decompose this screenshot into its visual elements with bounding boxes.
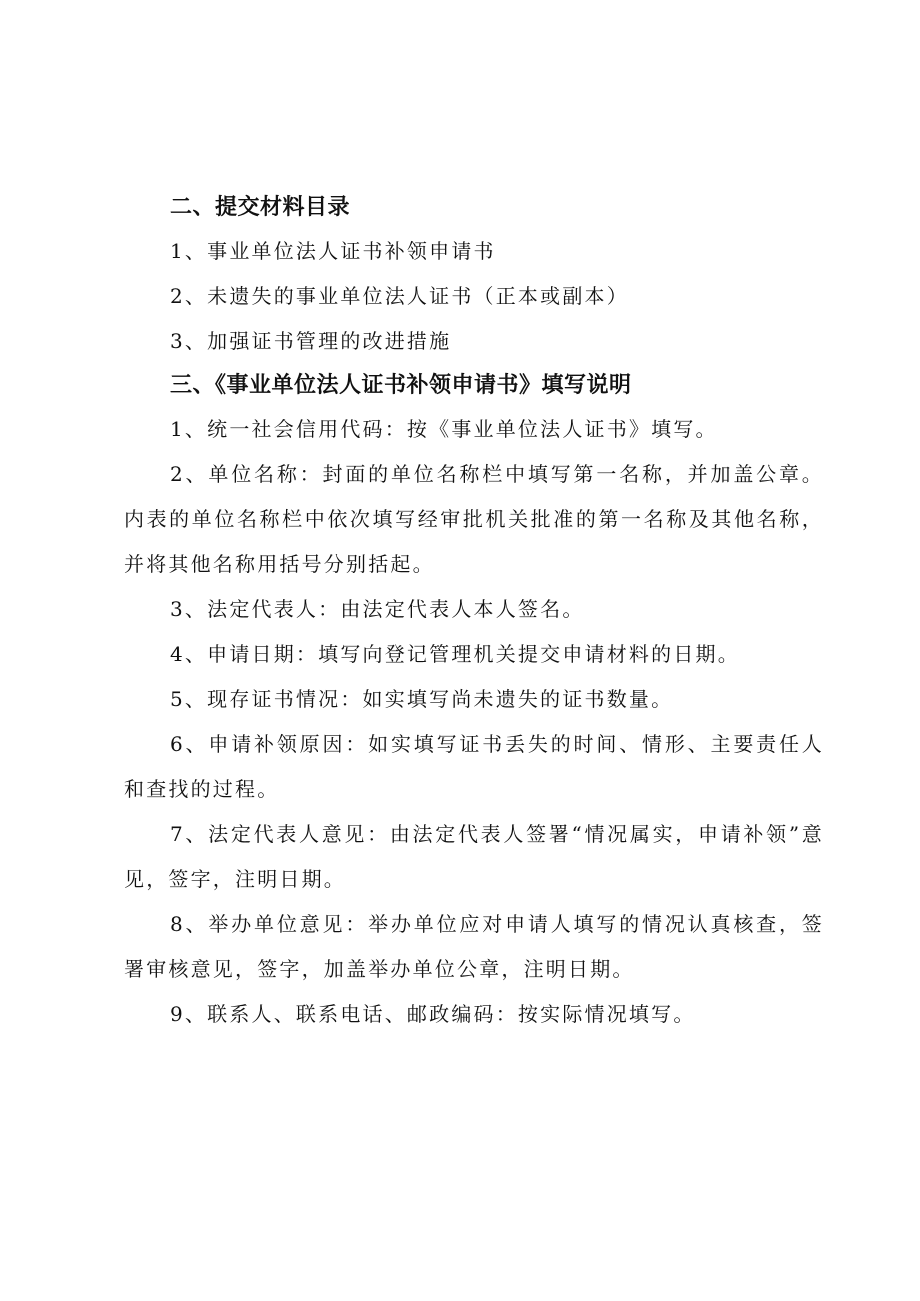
materials-list (124, 229, 824, 364)
materials-item-1: 1、事业单位法人证书补领申请书 (170, 239, 496, 263)
instruction-item-6: 6、申请补领原因：如实填写证书丢失的时间、情形、主要责任人和查找的过程。 (124, 732, 824, 801)
instruction-item-1: 1、统一社会信用代码：按《事业单位法人证书》填写。 (170, 417, 718, 441)
section-3-heading: 三、《事业单位法人证书补领申请书》填写说明 (170, 373, 632, 398)
instruction-item-9: 9、联系人、联系电话、邮政编码：按实际情况填写。 (170, 1002, 696, 1026)
instruction-item-3: 3、法定代表人：由法定代表人本人签名。 (170, 597, 585, 621)
instruction-item-7: 7、法定代表人意见：由法定代表人签署“情况属实，申请补领”意见，签字，注明日期。 (124, 822, 824, 891)
instruction-item-8: 8、举办单位意见：举办单位应对申请人填写的情况认真核查，签署审核意见，签字，加盖举办单位公章，注明日期。 (124, 912, 824, 981)
instruction-item-2: 2、单位名称：封面的单位名称栏中填写第一名称，并加盖公章。内表的单位名称栏中依次填写经审批机关批准的第一名称及其他名称，并将其他名称用括号分别括起。 (124, 462, 824, 576)
materials-item-2: 2、未遗失的事业单位法人证书（正本或副本） (170, 284, 629, 308)
section-2-heading: 二、提交材料目录 (170, 195, 351, 220)
materials-item-3: 3、加强证书管理的改进措施 (170, 329, 452, 353)
instructions-list (124, 407, 824, 1037)
document-content (124, 186, 824, 1037)
instruction-item-4: 4、申请日期：填写向登记管理机关提交申请材料的日期。 (170, 642, 740, 666)
instruction-item-5: 5、现存证书情况：如实填写尚未遗失的证书数量。 (170, 687, 674, 711)
